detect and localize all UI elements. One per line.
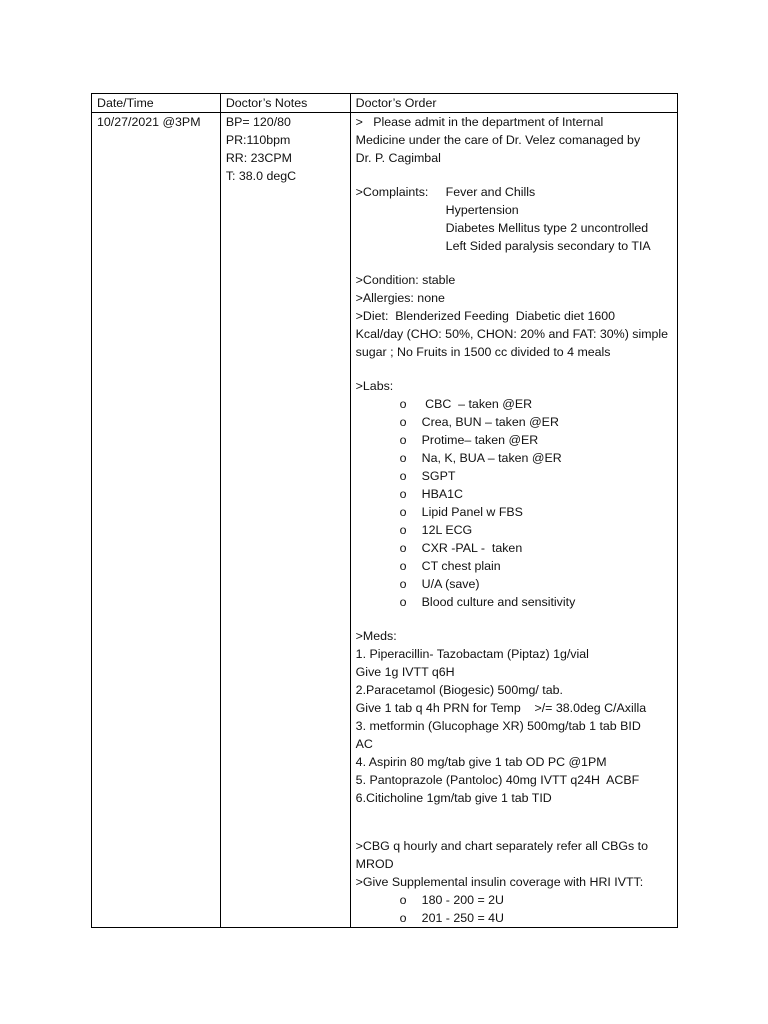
lab-item: o HBA1C	[399, 487, 463, 501]
lab-item: o U/A (save)	[399, 577, 480, 591]
med-line: Give 1 tab q 4h PRN for Temp >/= 38.0deg C/Axilla	[355, 701, 647, 715]
lab-item: o Crea, BUN – taken @ER	[399, 415, 559, 429]
cbg-line: >CBG q hourly and chart separately refer all CBGs to	[355, 839, 649, 853]
bullet-icon: o	[399, 559, 407, 573]
bullet-icon: o	[399, 911, 407, 925]
condition-line: >Condition: stable	[355, 273, 456, 287]
med-line: 4. Aspirin 80 mg/tab give 1 tab OD PC @1PM	[355, 755, 607, 769]
meds-label: >Meds:	[355, 629, 397, 643]
lab-item: o Na, K, BUA – taken @ER	[399, 451, 562, 465]
lab-item: o Lipid Panel w FBS	[399, 505, 523, 519]
header-doctors-notes: Doctor’s Notes	[220, 94, 350, 113]
labs-list	[356, 395, 672, 611]
complaint-item: Left Sided paralysis secondary to TIA	[445, 239, 651, 253]
lab-item: o CT chest plain	[399, 559, 501, 573]
allergies-line: >Allergies: none	[355, 291, 445, 305]
header-date-time: Date/Time	[92, 94, 221, 113]
bullet-icon: o	[399, 415, 407, 429]
med-line: 2.Paracetamol (Biogesic) 500mg/ tab.	[355, 683, 563, 697]
insulin-item: o 201 - 250 = 4U	[399, 911, 504, 925]
med-line: 6.Citicholine 1gm/tab give 1 tab TID	[355, 791, 552, 805]
lab-item: o Blood culture and sensitivity	[399, 595, 576, 609]
entry-row	[92, 113, 678, 928]
admit-line: Medicine under the care of Dr. Velez comanaged by	[355, 133, 641, 147]
bullet-icon: o	[399, 893, 407, 907]
complaint-item: Hypertension	[445, 203, 519, 217]
vital-pr: PR:110bpm	[225, 133, 291, 147]
med-line: 1. Piperacillin- Tazobactam (Piptaz) 1g/vial	[355, 647, 589, 661]
cbg-line: MROD	[355, 857, 394, 871]
labs-label: >Labs:	[355, 379, 394, 393]
entry-date-time: 10/27/2021 @3PM	[97, 115, 201, 129]
med-line: 3. metformin (Glucophage XR) 500mg/tab 1 tab BID	[355, 719, 641, 733]
lab-item: o CXR -PAL - taken	[399, 541, 523, 555]
med-line: AC	[355, 737, 373, 751]
vital-temp: T: 38.0 degC	[225, 169, 297, 183]
med-line: 5. Pantoprazole (Pantoloc) 40mg IVTT q24H ACBF	[355, 773, 640, 787]
vital-bp: BP= 120/80	[225, 115, 291, 129]
bullet-icon: o	[399, 523, 407, 537]
lab-item: o 12L ECG	[399, 523, 473, 537]
complaints-label: >Complaints:	[355, 185, 429, 199]
complaint-item: Diabetes Mellitus type 2 uncontrolled	[445, 221, 649, 235]
bullet-icon: o	[399, 469, 407, 483]
bullet-icon: o	[399, 397, 407, 411]
complaint-item: Fever and Chills	[445, 185, 536, 199]
bullet-icon: o	[399, 595, 407, 609]
order-cell	[350, 113, 677, 928]
lab-item: o CBC – taken @ER	[399, 397, 533, 411]
lab-item: o SGPT	[399, 469, 456, 483]
bullet-icon: o	[399, 451, 407, 465]
insulin-item: o 180 - 200 = 2U	[399, 893, 504, 907]
header-row	[92, 94, 678, 113]
bullet-icon: o	[399, 541, 407, 555]
admit-line: > Please admit in the department of Internal	[355, 115, 604, 129]
notes-cell	[220, 113, 350, 928]
diet-line: >Diet: Blenderized Feeding Diabetic diet 1600	[355, 309, 616, 323]
diet-line: sugar ; No Fruits in 1500 cc divided to 4 meals	[355, 345, 611, 359]
bullet-icon: o	[399, 505, 407, 519]
diet-line: Kcal/day (CHO: 50%, CHON: 20% and FAT: 30%) simple	[355, 327, 669, 341]
vital-rr: RR: 23CPM	[225, 151, 292, 165]
date-time-cell	[92, 113, 221, 928]
header-doctors-order: Doctor’s Order	[350, 94, 677, 113]
med-line: Give 1g IVTT q6H	[355, 665, 455, 679]
bullet-icon: o	[399, 577, 407, 591]
lab-item: o Protime– taken @ER	[399, 433, 539, 447]
bullet-icon: o	[399, 433, 407, 447]
cbg-line: >Give Supplemental insulin coverage with HRI IVTT:	[355, 875, 644, 889]
bullet-icon: o	[399, 487, 407, 501]
admit-line: Dr. P. Cagimbal	[355, 151, 441, 165]
doctors-order-sheet	[91, 93, 678, 928]
complaints-block	[356, 183, 672, 255]
